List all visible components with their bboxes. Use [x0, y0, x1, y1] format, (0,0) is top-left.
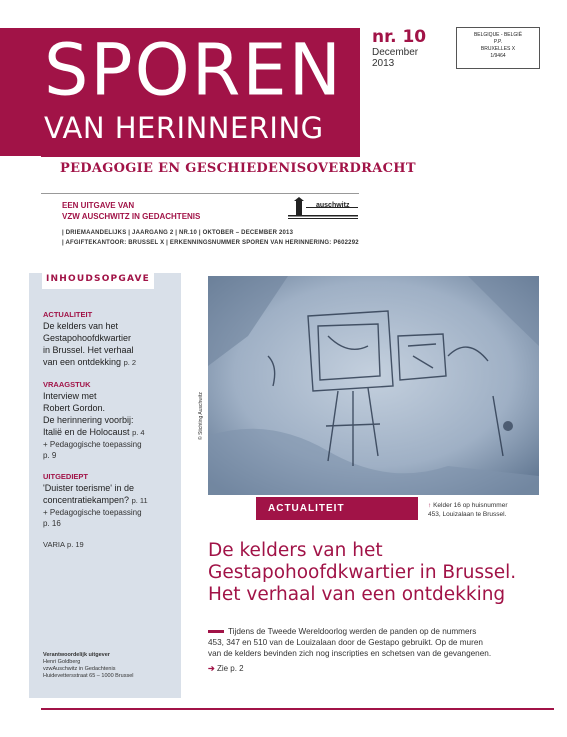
- toc-title-line: De kelders van het: [43, 321, 119, 331]
- section-banner: ACTUALITEIT: [256, 497, 418, 520]
- toc-heading: INHOUDSOPGAVE: [42, 270, 154, 289]
- publication-details: [62, 228, 359, 248]
- publication-details-line: | DRIEMAANDELIJKS | JAARGANG 2 | NR.10 | OKTOBER – DECEMBER 2013: [62, 230, 294, 236]
- toc-title-line-text: Italië en de Holocaust: [43, 427, 130, 437]
- dash-marker-icon: [208, 630, 224, 633]
- toc-category: VRAAGSTUK: [43, 380, 91, 389]
- responsible-publisher: [43, 652, 134, 680]
- toc-title-line-text: van een ontdekking: [43, 357, 122, 367]
- photo-caption: [428, 501, 538, 519]
- publisher-info: [62, 200, 200, 222]
- toc-category: ACTUALITEIT: [43, 310, 93, 319]
- postbox-line: P.P.: [493, 39, 503, 45]
- toc-page: p. 4: [132, 428, 145, 437]
- table-of-contents: [43, 310, 177, 560]
- caption-line: ↑ Kelder 16 op huisnummer: [428, 502, 508, 509]
- responsible-name: Henri Goldberg: [43, 659, 81, 665]
- toc-title-line: 'Duister toerisme' in de: [43, 483, 134, 493]
- article-headline: [208, 540, 553, 606]
- divider: [41, 193, 359, 194]
- toc-title-line: [43, 494, 177, 507]
- toc-extra: + Pedagogische toepassing: [43, 440, 142, 449]
- toc-title-line: Robert Gordon.: [43, 403, 106, 413]
- tagline: PEDAGOGIE EN GESCHIEDENISOVERDRACHT: [60, 161, 416, 176]
- wall-drawing-photo: [208, 276, 539, 495]
- issue-number: nr. 10: [372, 27, 427, 47]
- arrow-right-icon: ➔: [208, 664, 215, 673]
- lead-line: van de kelders bevinden zich nog inscripties en schetsen van de gevangenen.: [208, 649, 492, 658]
- toc-category: UITGEDIEPT: [43, 472, 89, 481]
- toc-title-line: in Brussel. Het verhaal: [43, 345, 134, 355]
- toc-title-line-text: concentratiekampen?: [43, 495, 130, 505]
- toc-title-line: [43, 426, 177, 439]
- magazine-subtitle: VAN HERINNERING: [44, 111, 324, 145]
- caption-line: 453, Louizalaan te Brussel.: [428, 511, 507, 518]
- arrow-up-icon: ↑: [428, 502, 432, 509]
- toc-page: p. 11: [131, 496, 148, 505]
- responsible-org: vzwAuschwitz in Gedachtenis: [43, 666, 116, 672]
- toc-page: p. 2: [123, 358, 137, 367]
- postbox-line: BELGIQUE - BELGIË: [473, 32, 523, 38]
- toc-item-varia[interactable]: [43, 540, 177, 549]
- toc-item[interactable]: [43, 380, 177, 461]
- toc-item[interactable]: [43, 472, 177, 529]
- toc-extra-page: p. 16: [43, 519, 61, 528]
- toc-title-line: De herinnering voorbij:: [43, 415, 134, 425]
- publisher-line: EEN UITGAVE VAN: [62, 201, 135, 210]
- headline-line: Het verhaal van een ontdekking: [208, 584, 506, 605]
- lead-line: Tijdens de Tweede Wereldoorlog werden de panden op de nummers: [208, 626, 548, 637]
- magazine-title: SPOREN: [44, 28, 343, 112]
- publication-details-line: | AFGIFTEKANTOOR: BRUSSEL X | ERKENNINGSNUMMER SPOREN VAN HERINNERING: P602292: [62, 240, 359, 246]
- toc-category: VARIA: [43, 540, 65, 549]
- toc-extra: + Pedagogische toepassing: [43, 508, 142, 517]
- responsible-heading: Verantwoordelijk uitgever: [43, 652, 110, 658]
- toc-title-line: Gestapohoofdkwartier: [43, 333, 132, 343]
- toc-page: p. 19: [67, 540, 84, 549]
- postbox-line: BRUXELLES X: [480, 46, 516, 52]
- issue-month: December: [372, 47, 419, 58]
- issue-info: [372, 27, 426, 69]
- bottom-rule: [41, 708, 554, 710]
- responsible-address: Huidevettersstraat 65 – 1000 Brussel: [43, 673, 134, 679]
- postage-box: [456, 27, 540, 69]
- postbox-line: 1/9464: [490, 53, 506, 59]
- publisher-name: VZW AUSCHWITZ IN GEDACHTENIS: [62, 212, 201, 221]
- toc-item[interactable]: [43, 310, 177, 369]
- toc-title-line: Interview met: [43, 391, 97, 401]
- logo-text: auschwitz: [316, 202, 350, 209]
- lead-line: 453, 347 en 510 van de Louizalaan door de Gestapo gebruikt. Op de muren: [208, 638, 483, 647]
- toc-title-line: [43, 356, 177, 369]
- cover-photo: [208, 276, 539, 495]
- toc-extra-page: p. 9: [43, 451, 57, 460]
- auschwitz-gate-logo-icon: [288, 197, 358, 221]
- see-more-link[interactable]: ➔ Zie p. 2: [208, 664, 244, 673]
- tagline-rule: [41, 156, 360, 157]
- article-lead: [208, 626, 548, 659]
- issue-year: 2013: [372, 58, 395, 69]
- headline-line: De kelders van het: [208, 540, 383, 561]
- headline-line: Gestapohoofdkwartier in Brussel.: [208, 562, 517, 583]
- photo-credit: © Stichting Auschwitz: [198, 392, 204, 440]
